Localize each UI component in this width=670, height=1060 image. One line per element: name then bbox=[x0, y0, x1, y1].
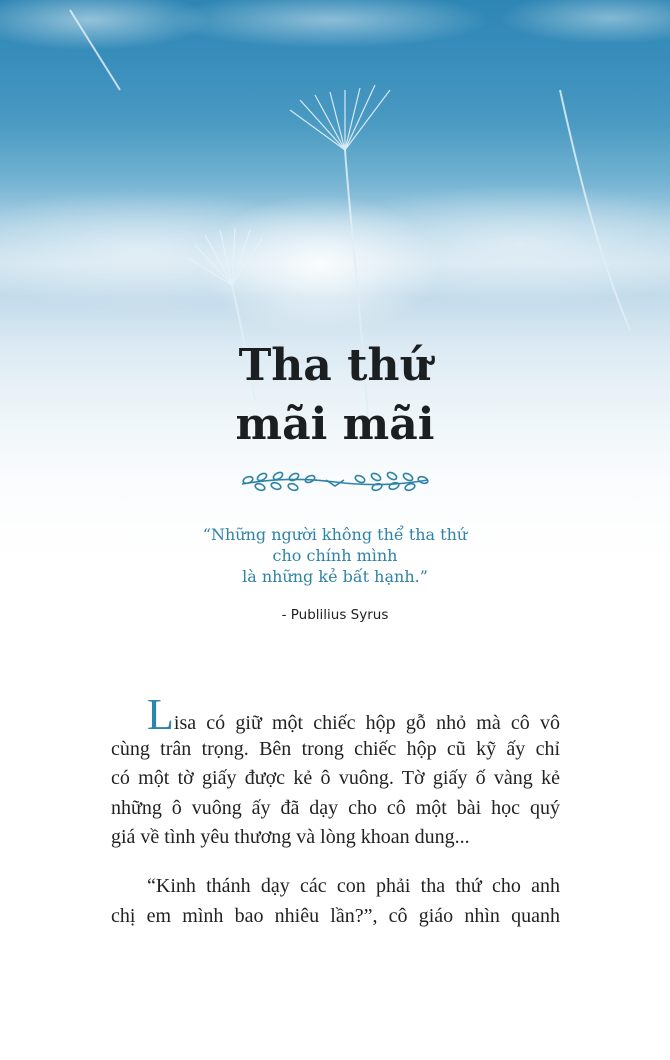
paragraph-line: chị em mình bao nhiêu lần?”, cô giáo nhìn quanh bbox=[111, 904, 560, 927]
paragraph-line: những ô vuông ấy đã dạy cho cô một bài học quý bbox=[111, 796, 560, 819]
epigraph-quote bbox=[0, 524, 670, 587]
drop-cap: L bbox=[147, 690, 174, 739]
vine-ornament-icon bbox=[238, 468, 432, 496]
paragraph-line bbox=[111, 690, 560, 739]
epigraph-line: “Những người không thể tha thứ bbox=[202, 525, 468, 544]
paragraph-line-text: isa có giữ một chiếc hộp gỗ nhỏ mà cô vô bbox=[173, 712, 560, 734]
body-paragraph-2 bbox=[111, 872, 560, 931]
epigraph-line: là những kẻ bất hạnh.” bbox=[242, 567, 428, 586]
paragraph-line: có một tờ giấy được kẻ ô vuông. Tờ giấy ố vàng kẻ bbox=[111, 767, 560, 789]
paragraph-line: cùng trân trọng. Bên trong chiếc hộp cũ kỹ ấy chỉ bbox=[111, 737, 560, 760]
chapter-title-line-1: Tha thứ bbox=[238, 340, 432, 391]
paragraph-line: giá về tình yêu thương và lòng khoan dung... bbox=[111, 826, 470, 848]
body-paragraph-1 bbox=[111, 690, 560, 853]
epigraph-author: - Publilius Syrus bbox=[281, 607, 389, 623]
paragraph-line: “Kinh thánh dạy các con phải tha thứ cho anh bbox=[147, 875, 560, 897]
chapter-title-line-2: mãi mãi bbox=[235, 399, 435, 450]
epigraph-line: cho chính mình bbox=[272, 546, 398, 565]
